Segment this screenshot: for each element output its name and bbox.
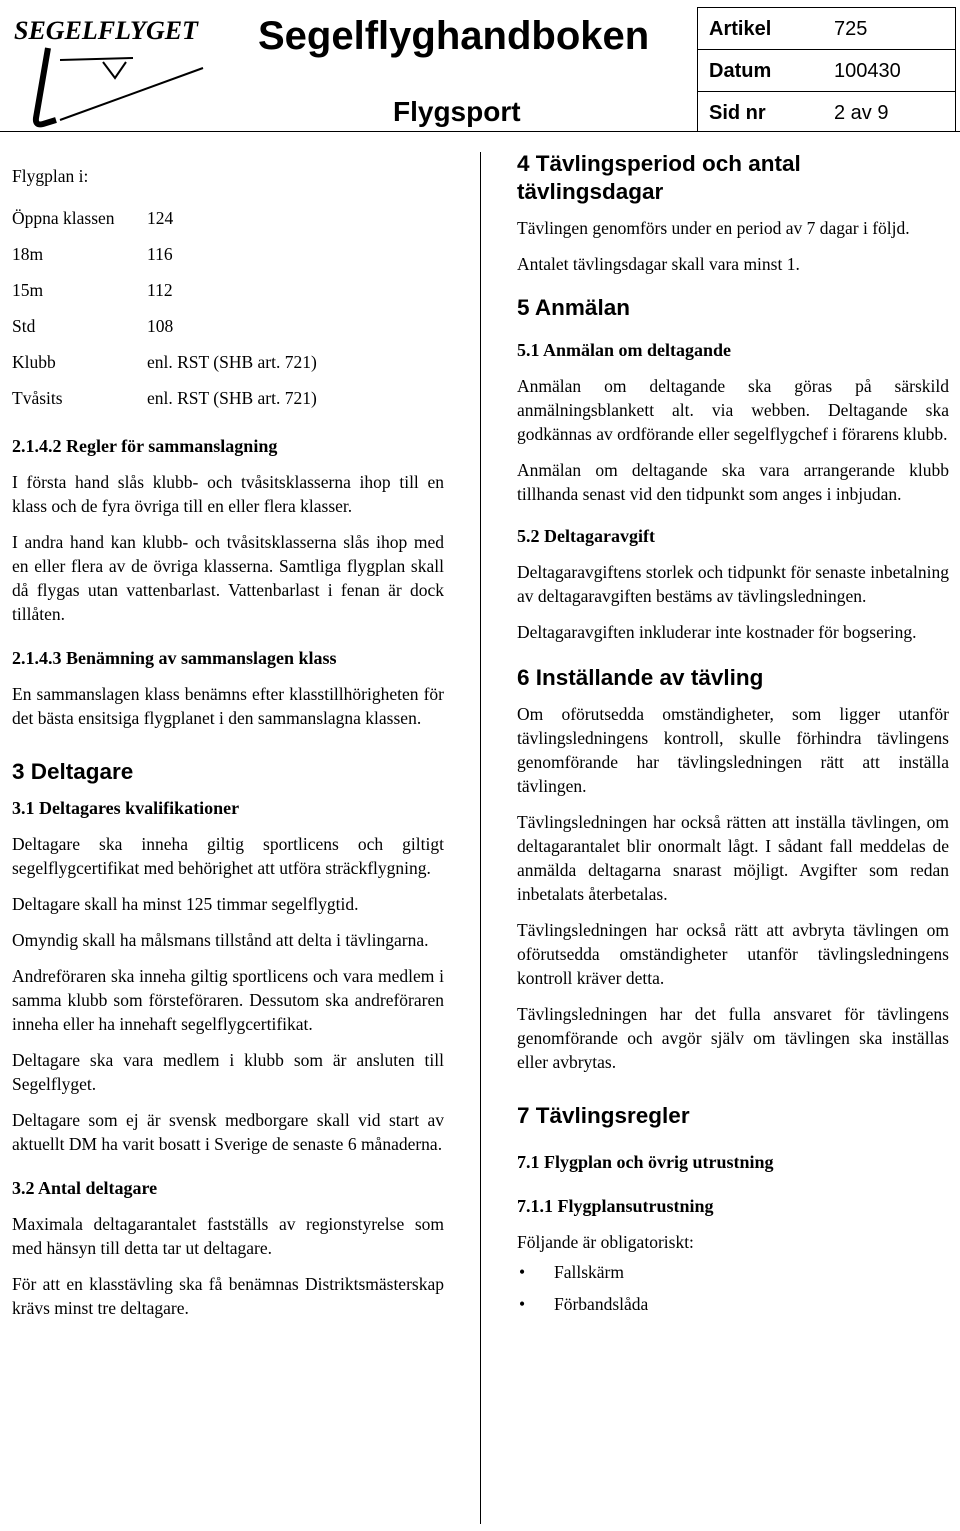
paragraph: Deltagare ska inneha giltig sportlicens och giltigt segelflygcertifikat med behörighet att utföra sträckflygning. [12,834,444,878]
paragraph: Deltagare skall ha minst 125 timmar segelflygtid. [12,894,359,914]
paragraph: Deltagare ska vara medlem i klubb som är ansluten till Segelflyget. [12,1050,444,1094]
left-column [12,150,444,1332]
planes-title: Flygplan i: [12,166,89,186]
page-header [0,0,960,132]
paragraph: Följande är obligatoriskt: [517,1232,694,1252]
heading-31: 3.1 Deltagares kvalifikationer [12,798,240,818]
paragraph: Tävlingsledningen har det fulla ansvaret för tävlingens genomförande och avgör själv om tävlingen ska inställas eller avbrytas. [517,1004,949,1072]
right-column [517,150,949,1320]
paragraph: Maximala deltagarantalet fastställs av regionstyrelse som med hänsyn till detta tar ut deltagare. [12,1214,444,1258]
list-item: Std 108 [12,316,174,336]
equipment-list [517,1256,949,1320]
glider-logo-icon [8,8,213,130]
paragraph: Deltagaravgiften inkluderar inte kostnader för bogsering. [517,622,917,642]
heading-51: 5.1 Anmälan om deltagande [517,340,732,360]
paragraph: Tävlingsledningen har också rätten att inställa tävlingen, om deltagarantalet blir onormalt lågt. I sådant fall meddelas de anmälda deltagarna snarast möjligt. Avgifter som redan inbetalats återbetalas. [517,812,949,904]
paragraph: Om oförutsedda omständigheter, som ligger utanför tävlingsledningens kontroll, skulle förhindra tävlingens genomförande har tävlingsledningen rätt att inställa tävlingen. [517,704,949,796]
list-item: Klubb enl. RST (SHB art. 721) [12,352,317,372]
header-divider [0,131,960,132]
artikel-row [698,8,955,50]
paragraph: Tävlingen genomförs under en period av 7 dagar i följd. [517,218,910,238]
heading-5: 5 Anmälan [517,295,630,320]
column-divider [480,152,481,1524]
heading-6: 6 Inställande av tävling [517,665,764,690]
heading-711: 7.1.1 Flygplansutrustning [517,1196,714,1216]
list-item: 15m 112 [12,280,173,300]
datum-row [698,50,955,92]
sid-row [698,92,955,133]
artikel-label: Artikel [709,18,772,40]
paragraph: Antalet tävlingsdagar skall vara minst 1. [517,254,800,274]
paragraph: En sammanslagen klass benämns efter klasstillhörigheten för det bästa ensitsiga flygplanet i den sammanslagna klassen. [12,684,444,728]
datum-label: Datum [709,60,772,82]
segelflyget-logo [8,8,213,130]
heading-2143: 2.1.4.3 Benämning av sammanslagen klass [12,648,337,668]
heading-2142: 2.1.4.2 Regler för sammanslagning [12,436,278,456]
datum-value: 100430 [834,60,901,82]
heading-4: 4 Tävlingsperiod och antal tävlingsdagar [517,151,801,204]
paragraph: I första hand slås klubb- och tvåsitsklasserna ihop till en klass och de fyra övriga till en eller flera klasser. [12,472,444,516]
heading-52: 5.2 Deltagaravgift [517,526,655,546]
list-item: Tvåsits enl. RST (SHB art. 721) [12,388,317,408]
planes-list [12,200,444,416]
paragraph: För att en klasstävling ska få benämnas Distriktsmästerskap krävs minst tre deltagare. [12,1274,444,1318]
logo-text: SEGELFLYGET [14,16,198,45]
document-info-table [697,7,956,132]
paragraph: Anmälan om deltagande ska vara arrangerande klubb tillhanda senast vid den tidpunkt som anges i inbjudan. [517,460,949,504]
list-item: 18m 116 [12,244,173,264]
list-item: • Förbandslåda [554,1288,949,1320]
page-title: Segelflyghandboken [258,14,650,58]
heading-32: 3.2 Antal deltagare [12,1178,158,1198]
sid-label: Sid nr [709,102,766,124]
heading-7: 7 Tävlingsregler [517,1103,690,1128]
paragraph: Tävlingsledningen har också rätt att avbryta tävlingen om oförutsedda omständigheter utanför tävlingsledningens kontroll kräver detta. [517,920,949,988]
list-item: • Fallskärm [554,1256,949,1288]
list-item: Öppna klassen 124 [12,208,174,228]
artikel-value: 725 [834,18,868,40]
paragraph: Anmälan om deltagande ska göras på särskild anmälningsblankett alt. via webben. Deltagande ska godkännas av ordförande eller segelflygchef i förarens klubb. [517,376,949,444]
page-subtitle: Flygsport [393,96,521,127]
paragraph: Omyndig skall ha målsmans tillstånd att delta i tävlingarna. [12,930,429,950]
paragraph: I andra hand kan klubb- och tvåsitsklasserna slås ihop med en eller flera av de övriga klasserna. Samtliga flygplan skall då flygas utan vattenbarlast. Vattenbarlast i fenan är dock tillåten. [12,532,444,624]
paragraph: Deltagare som ej är svensk medborgare skall vid start av aktuellt DM ha varit bosatt i Sverige de senaste 6 månaderna. [12,1110,444,1154]
heading-71: 7.1 Flygplan och övrig utrustning [517,1152,774,1172]
heading-3: 3 Deltagare [12,759,134,784]
paragraph: Deltagaravgiftens storlek och tidpunkt för senaste inbetalning av deltagaravgiften bestäms av tävlingsledningen. [517,562,949,606]
paragraph: Andreföraren ska inneha giltig sportlicens och vara medlem i samma klubb som försteföraren. Dessutom ska andreföraren inneha eller ha innehaft segelflygcertifikat. [12,966,444,1034]
sid-value: 2 av 9 [834,102,889,124]
